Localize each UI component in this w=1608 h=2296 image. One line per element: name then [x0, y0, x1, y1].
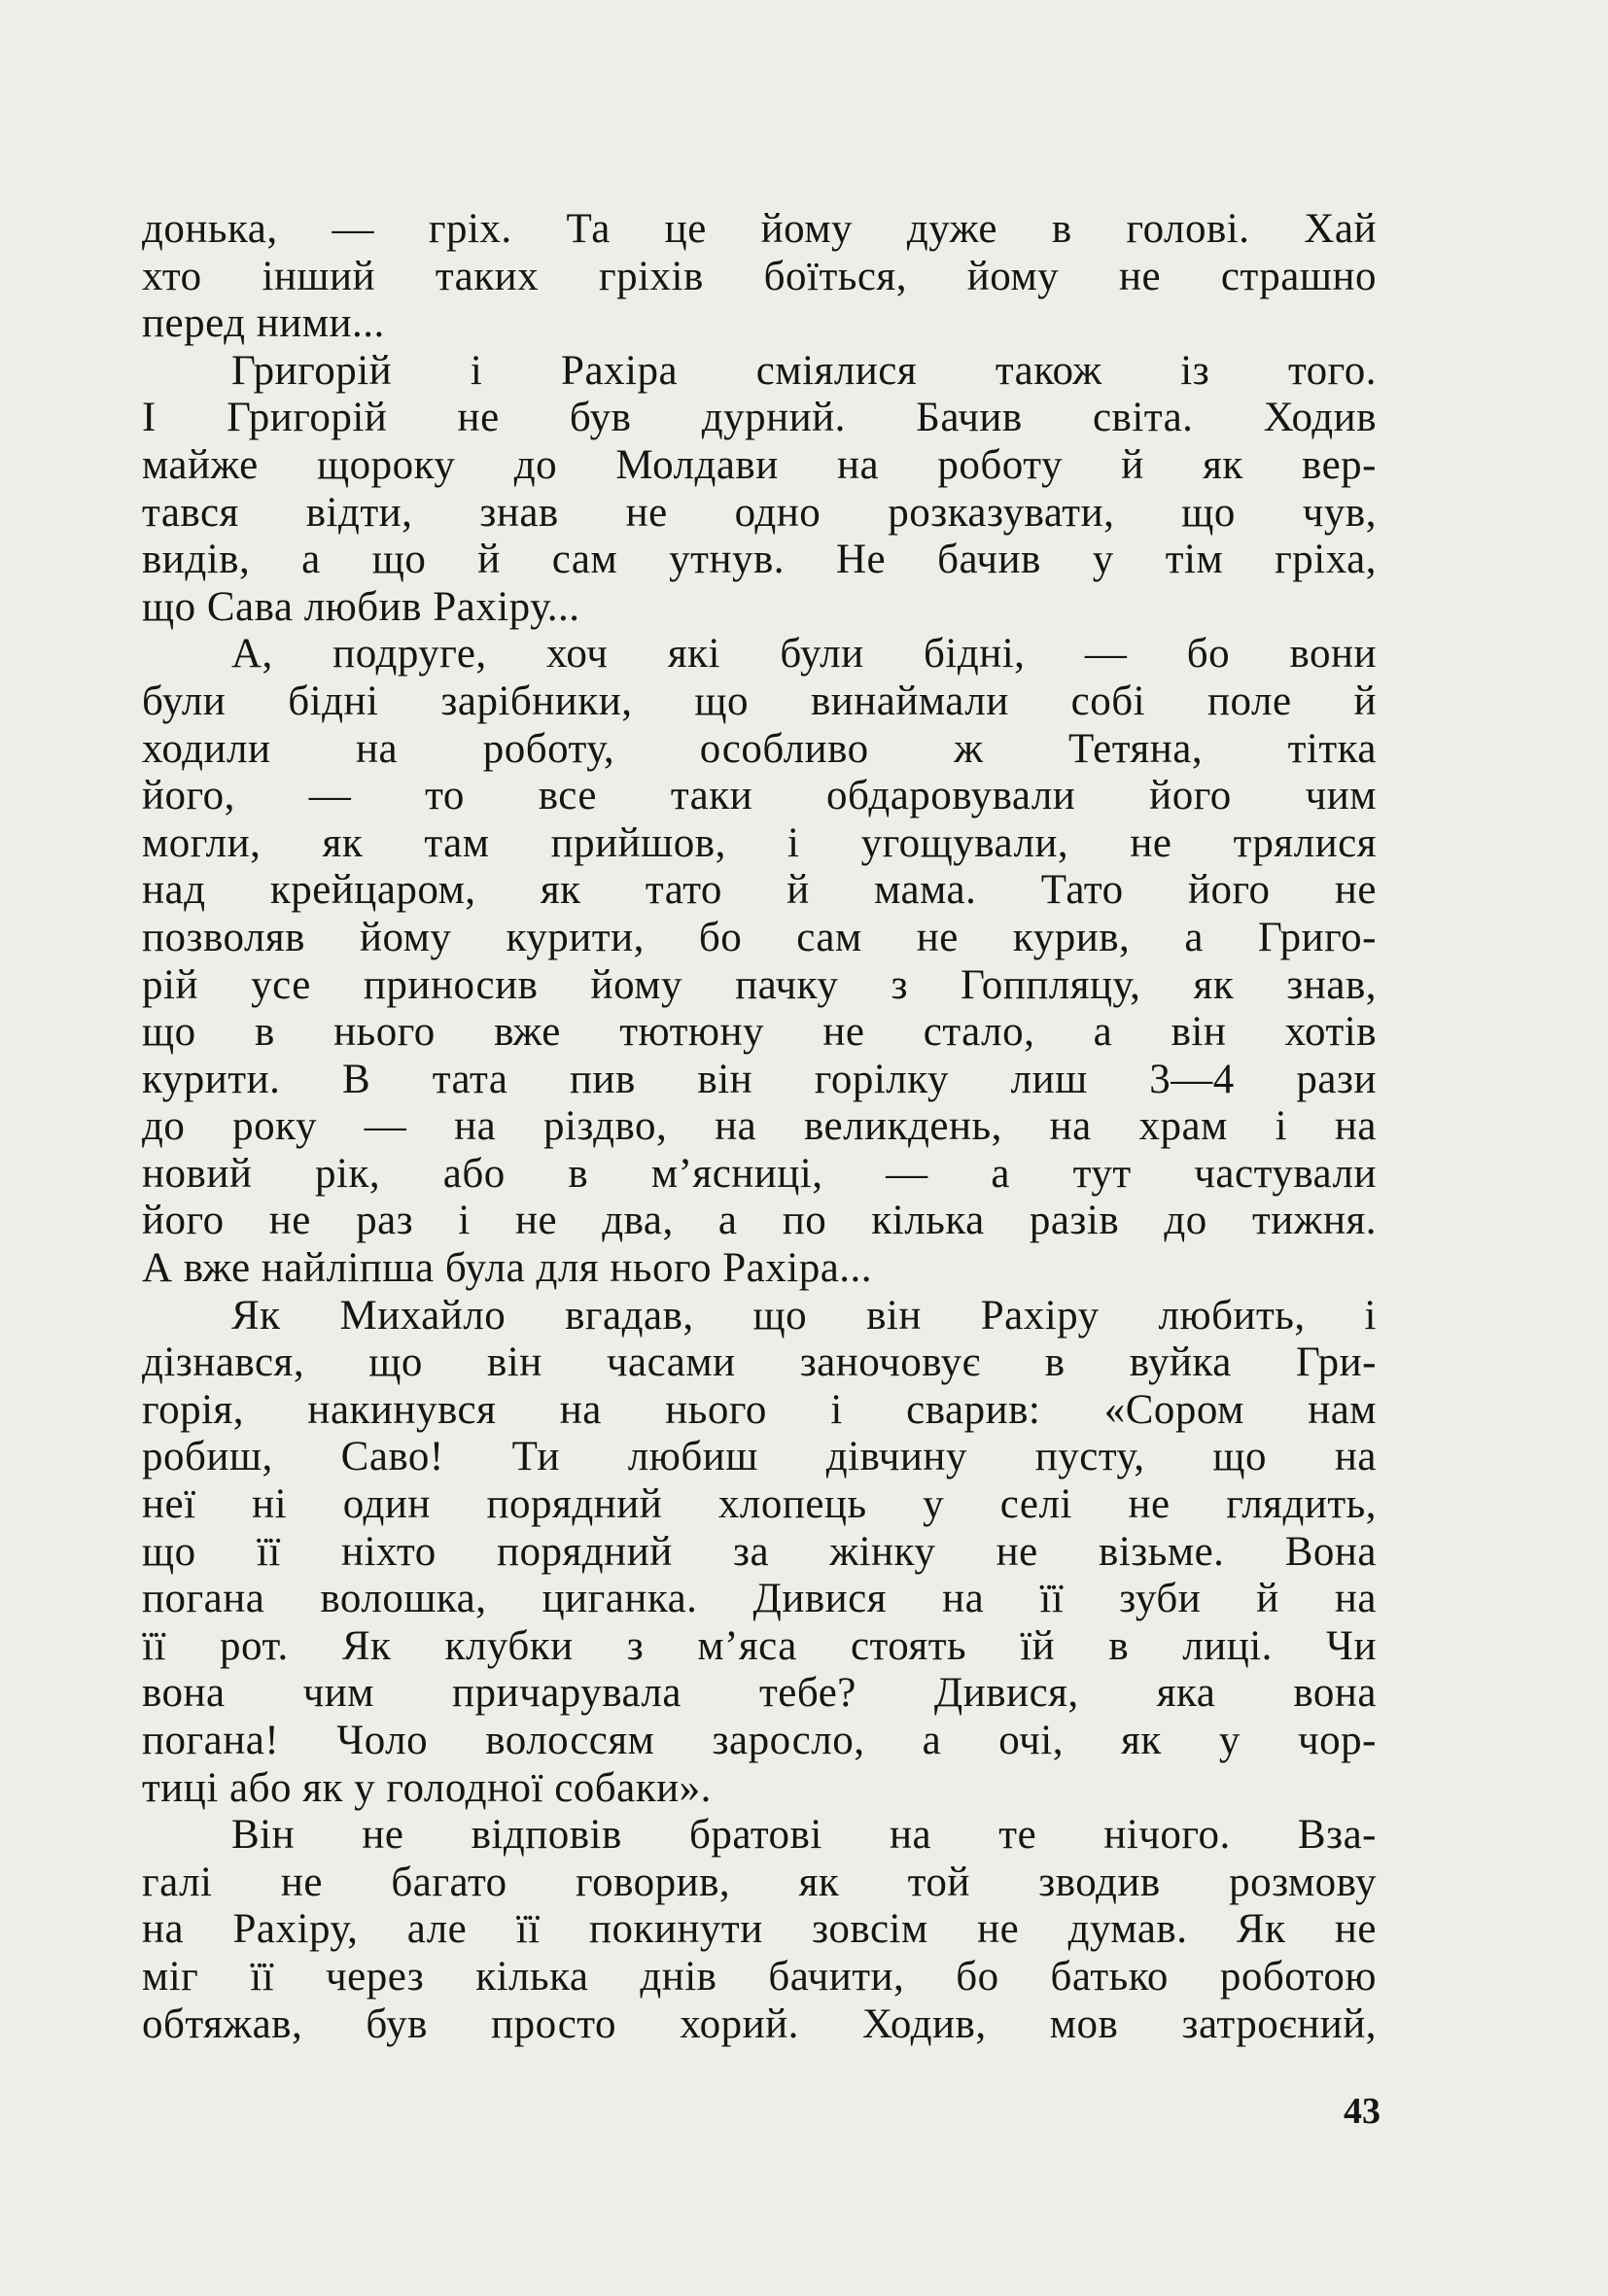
text-line: тався відти, знав не одно розказувати, що чув,	[142, 489, 1377, 536]
text-line: Як Михайло вгадав, що він Рахіру любить, і	[231, 1292, 1377, 1339]
text-line: курити. В тата пив він горілку лиш 3—4 рази	[142, 1056, 1377, 1102]
text-line: були бідні зарібники, що винаймали собі поле й	[142, 678, 1377, 724]
text-line: Григорій і Рахіра сміялися також із того.	[231, 347, 1377, 394]
text-line: над крейцаром, як тато й мама. Тато його не	[142, 867, 1377, 914]
text-line: дізнався, що він часами заночовує в вуйка Гри-	[142, 1339, 1377, 1386]
text-line: майже щороку до Молдави на роботу й як вер-	[142, 441, 1377, 488]
text-line: ходили на роботу, особливо ж Тетяна, тітка	[142, 725, 1377, 772]
text-line: горія, накинувся на нього і сварив: «Сором нам	[142, 1386, 1377, 1433]
body-text	[142, 206, 1377, 2048]
text-line: А, подруге, хоч які були бідні, — бо вони	[231, 631, 1377, 678]
text-line: неї ні один порядний хлопець у селі не глядить,	[142, 1481, 1377, 1528]
text-line: міг її через кілька днів бачити, бо батько роботою	[142, 1953, 1377, 2000]
text-line: обтяжав, був просто хорий. Ходив, мов затроєний,	[142, 2000, 1377, 2047]
text-line: могли, як там прийшов, і угощували, не трялися	[142, 819, 1377, 866]
page-number: 43	[1344, 2091, 1381, 2132]
text-line: погана! Чоло волоссям заросло, а очі, як у чор-	[142, 1718, 1377, 1763]
text-line: видів, а що й сам утнув. Не бачив у тім гріха,	[142, 537, 1377, 583]
text-line: новий рік, або в м’ясниці, — а тут частували	[142, 1150, 1377, 1197]
text-line: до року — на різдво, на великдень, на храм і на	[142, 1103, 1377, 1150]
text-line: його, — то все таки обдаровували його чим	[142, 773, 1377, 819]
text-line: рій усе приносив йому пачку з Гоппляцу, як знав,	[142, 961, 1377, 1008]
text-line: А вже найліпша була для нього Рахіра...	[142, 1245, 873, 1292]
text-line: вона чим причарувала тебе? Дивися, яка вона	[142, 1670, 1377, 1717]
text-line: позволяв йому курити, бо сам не курив, а Григо-	[142, 914, 1377, 960]
text-line: перед ними...	[142, 300, 385, 347]
text-line: галі не багато говорив, як той зводив розмову	[142, 1859, 1377, 1905]
text-line: погана волошка, циганка. Дивися на її зуби й на	[142, 1576, 1377, 1622]
text-line: що Сава любив Рахіру...	[142, 583, 580, 630]
text-line: його не раз і не два, а по кілька разів до тижня.	[142, 1198, 1377, 1244]
text-line: робиш, Саво! Ти любиш дівчину пусту, що на	[142, 1434, 1377, 1480]
text-line: її рот. Як клубки з м’яса стоять їй в лиці. Чи	[142, 1622, 1377, 1669]
text-line: Він не відповів братові на те нічого. Вза-	[231, 1812, 1377, 1859]
text-line: І Григорій не був дурний. Бачив світа. Ходив	[142, 395, 1377, 441]
text-line: тиці або як у голодної собаки».	[142, 1764, 712, 1811]
text-line: що в нього вже тютюну не стало, а він хотів	[142, 1009, 1377, 1056]
text-line: хто інший таких гріхів боїться, йому не страшно	[142, 253, 1377, 299]
text-line: що її ніхто порядний за жінку не візьме. Вона	[142, 1528, 1377, 1575]
text-line: на Рахіру, але її покинути зовсім не думав. Як не	[142, 1906, 1377, 1953]
text-line: донька, — гріх. Та це йому дуже в голові. Хай	[142, 206, 1377, 252]
